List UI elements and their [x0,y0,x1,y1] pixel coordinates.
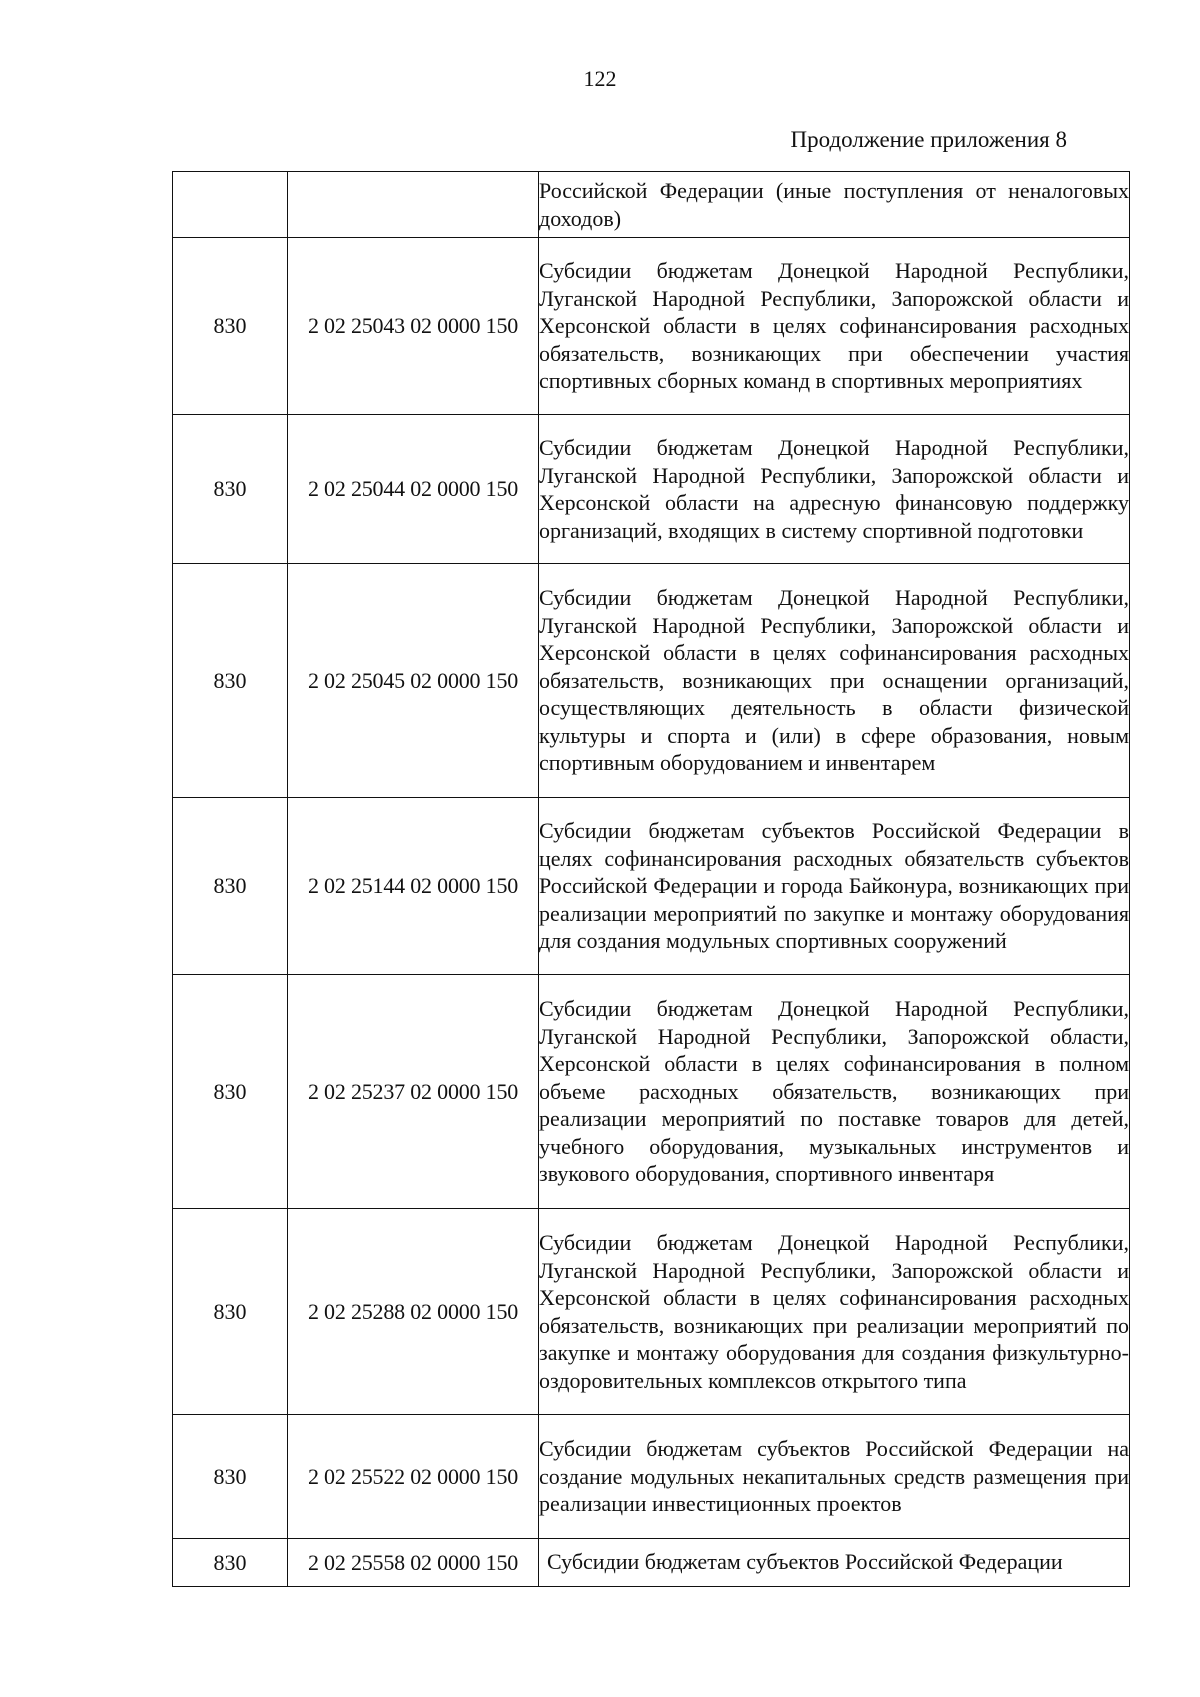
description-cell: Субсидии бюджетам субъектов Российской Федерации на создание модульных некапитальных средств размещения при реализации инвестиционных проектов [539,1415,1130,1539]
description-cell: Субсидии бюджетам субъектов Российской Федерации в целях софинансирования расходных обязательств субъектов Российской Федерации и города Байконура, возникающих при реализации мероприятий по закупке и монтажу оборудования для создания модульных спортивных сооружений [539,798,1130,975]
budget-code-cell: 2 02 25237 02 0000 150 [288,975,539,1209]
description-cell: Субсидии бюджетам Донецкой Народной Республики, Луганской Народной Республики, Запорожской области, Херсонской области в целях софинансирования в полном объеме расходных обязательств, возникающих при реализации мероприятий по поставке товаров для детей, учебного оборудования, музыкальных инструментов и звукового оборудования, спортивного инвентаря [539,975,1130,1209]
table-row [173,1415,1130,1539]
budget-code-cell: 2 02 25045 02 0000 150 [288,564,539,798]
description-cell: Субсидии бюджетам Донецкой Народной Республики, Луганской Народной Республики, Запорожской области и Херсонской области в целях софинансирования расходных обязательств, возникающих при оснащении организаций, осуществляющих деятельность в области физической культуры и спорта и (или) в сфере образования, новым спортивным оборудованием и инвентарем [539,564,1130,798]
table-row [173,238,1130,415]
budget-code-cell: 2 02 25144 02 0000 150 [288,798,539,975]
description-cell: Субсидии бюджетам Донецкой Народной Республики, Луганской Народной Республики, Запорожской области и Херсонской области на адресную финансовую поддержку организаций, входящих в систему спортивной подготовки [539,415,1130,564]
description-cell: Субсидии бюджетам субъектов Российской Федерации [539,1539,1130,1587]
page-number: 122 [583,66,617,91]
admin-code-cell: 830 [173,1539,288,1587]
table-row [173,798,1130,975]
table-row [173,1209,1130,1415]
table-row [173,172,1130,238]
description-cell: Субсидии бюджетам Донецкой Народной Республики, Луганской Народной Республики, Запорожской области и Херсонской области в целях софинансирования расходных обязательств, возникающих при реализации мероприятий по закупке и монтажу оборудования для создания физкультурно-оздоровительных комплексов открытого типа [539,1209,1130,1415]
admin-code-cell: 830 [173,415,288,564]
admin-code-cell: 830 [173,975,288,1209]
table-row [173,1539,1130,1587]
admin-code-cell: 830 [173,798,288,975]
admin-code-cell: 830 [173,238,288,415]
budget-code-cell [288,172,539,238]
continuation-heading: Продолжение приложения 8 [790,127,1067,152]
budget-code-cell: 2 02 25043 02 0000 150 [288,238,539,415]
budget-code-cell: 2 02 25288 02 0000 150 [288,1209,539,1415]
admin-code-cell [173,172,288,238]
admin-code-cell: 830 [173,564,288,798]
budget-code-cell: 2 02 25558 02 0000 150 [288,1539,539,1587]
budget-code-cell: 2 02 25522 02 0000 150 [288,1415,539,1539]
description-cell: Российской Федерации (иные поступления от неналоговых доходов) [539,172,1130,238]
budget-revenue-table [172,171,1130,1587]
table-row [173,975,1130,1209]
budget-code-cell: 2 02 25044 02 0000 150 [288,415,539,564]
admin-code-cell: 830 [173,1415,288,1539]
admin-code-cell: 830 [173,1209,288,1415]
description-cell: Субсидии бюджетам Донецкой Народной Республики, Луганской Народной Республики, Запорожской области и Херсонской области в целях софинансирования расходных обязательств, возникающих при обеспечении участия спортивных сборных команд в спортивных мероприятиях [539,238,1130,415]
table-row [173,415,1130,564]
table-row [173,564,1130,798]
